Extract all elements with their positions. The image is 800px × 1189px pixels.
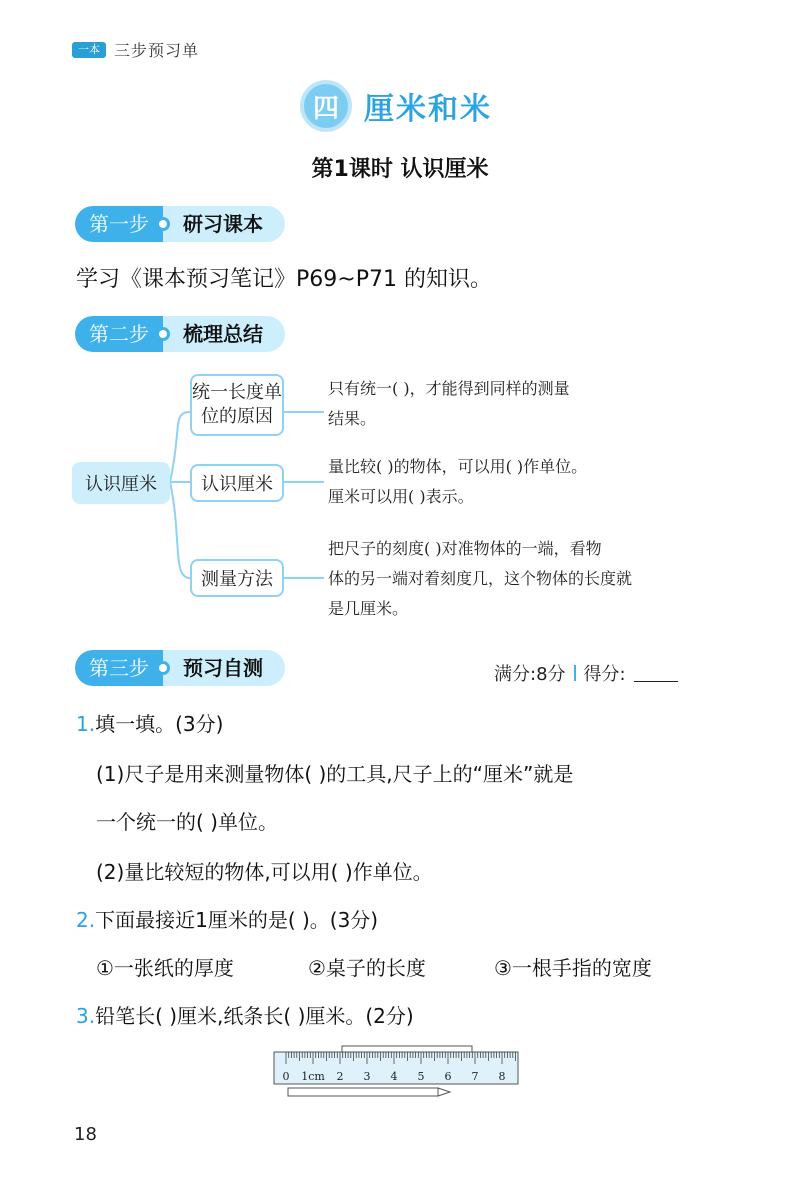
question-3-number: 3. bbox=[76, 1004, 96, 1028]
question-1-sub1-line2: 一个统一的( )单位。 bbox=[96, 810, 278, 834]
node-reason-line2: 位的原因 bbox=[201, 406, 273, 427]
step-dot-icon bbox=[156, 661, 170, 675]
desc-line: 把尺子的刻度( )对准物体的一端，看物 bbox=[328, 539, 602, 558]
ruler-label: 8 bbox=[498, 1070, 506, 1083]
ruler-label: 3 bbox=[363, 1070, 371, 1083]
question-2-text: 下面最接近1厘米的是( )。(3分) bbox=[95, 908, 379, 932]
step3-label: 预习自测 bbox=[163, 650, 285, 686]
score-separator bbox=[574, 665, 576, 681]
question-1 bbox=[76, 708, 223, 737]
question-2 bbox=[76, 904, 378, 933]
ruler-label: 1cm bbox=[301, 1070, 325, 1083]
desc-line: 只有统一( )，才能得到同样的测量 bbox=[328, 379, 570, 398]
step1-label: 研习课本 bbox=[163, 206, 285, 242]
brand bbox=[72, 38, 199, 61]
score-label: 得分: bbox=[583, 664, 626, 685]
step1-text: 学习《课本预习笔记》P69~P71 的知识。 bbox=[76, 267, 492, 292]
question-1-number: 1. bbox=[76, 712, 96, 736]
brand-text: 三步预习单 bbox=[114, 41, 200, 60]
question-2-option-2[interactable]: ②桌子的长度 bbox=[308, 956, 426, 980]
step-dot-icon bbox=[156, 327, 170, 341]
ruler-label: 0 bbox=[282, 1070, 290, 1083]
question-3 bbox=[76, 1000, 414, 1029]
step2-header bbox=[75, 316, 285, 352]
mind-map-node-method: 测量方法 bbox=[190, 559, 284, 597]
brand-logo: 一本 bbox=[72, 42, 106, 58]
page-number: 18 bbox=[74, 1124, 97, 1145]
ruler-label: 2 bbox=[336, 1070, 344, 1083]
step3-header bbox=[75, 650, 285, 686]
step3-tag: 第三步 bbox=[75, 650, 163, 686]
desc-line: 量比较( )的物体，可以用( )作单位。 bbox=[328, 457, 588, 476]
mind-map-node-cm: 认识厘米 bbox=[190, 464, 284, 502]
question-1-sub1-line1: (1)尺子是用来测量物体( )的工具,尺子上的“厘米”就是 bbox=[96, 762, 574, 786]
chapter-title: 厘米和米 bbox=[364, 92, 492, 127]
question-2-option-1[interactable]: ①一张纸的厚度 bbox=[96, 956, 234, 980]
lesson-title: 第1课时 认识厘米 bbox=[311, 157, 489, 182]
chapter-number-badge: 四 bbox=[300, 80, 352, 132]
question-2-number: 2. bbox=[76, 908, 96, 932]
score-blank[interactable] bbox=[634, 664, 678, 682]
score-total: 满分:8分 bbox=[494, 664, 566, 685]
branch-cm-desc bbox=[328, 452, 587, 512]
step1-tag: 第一步 bbox=[75, 206, 163, 242]
score-box bbox=[494, 660, 678, 686]
pencil-icon bbox=[288, 1088, 450, 1096]
ruler-label: 5 bbox=[417, 1070, 425, 1083]
node-reason-line1: 统一长度单 bbox=[192, 382, 282, 403]
question-1-sub2: (2)量比较短的物体,可以用( )作单位。 bbox=[96, 860, 433, 884]
desc-line: 体的另一端对着刻度几，这个物体的长度就 bbox=[328, 569, 633, 588]
step-dot-icon bbox=[156, 217, 170, 231]
ruler-label: 4 bbox=[390, 1070, 398, 1083]
question-2-option-3[interactable]: ③一根手指的宽度 bbox=[494, 956, 652, 980]
step2-label: 梳理总结 bbox=[163, 316, 285, 352]
step1-header bbox=[75, 206, 285, 242]
ruler-label: 6 bbox=[444, 1070, 452, 1083]
question-3-text: 铅笔长( )厘米,纸条长( )厘米。(2分) bbox=[95, 1004, 414, 1028]
question-1-text: 填一填。(3分) bbox=[95, 712, 224, 736]
branch-reason-desc bbox=[328, 374, 570, 434]
desc-line: 是几厘米。 bbox=[328, 599, 409, 618]
step2-tag: 第二步 bbox=[75, 316, 163, 352]
chapter-heading bbox=[300, 80, 492, 132]
desc-line: 厘米可以用( )表示。 bbox=[328, 487, 474, 506]
mind-map-node-reason bbox=[190, 374, 284, 436]
ruler-label: 7 bbox=[471, 1070, 479, 1083]
ruler-illustration bbox=[272, 1044, 522, 1104]
branch-method-desc bbox=[328, 534, 632, 624]
mind-map-root: 认识厘米 bbox=[72, 462, 170, 504]
desc-line: 结果。 bbox=[328, 409, 377, 428]
